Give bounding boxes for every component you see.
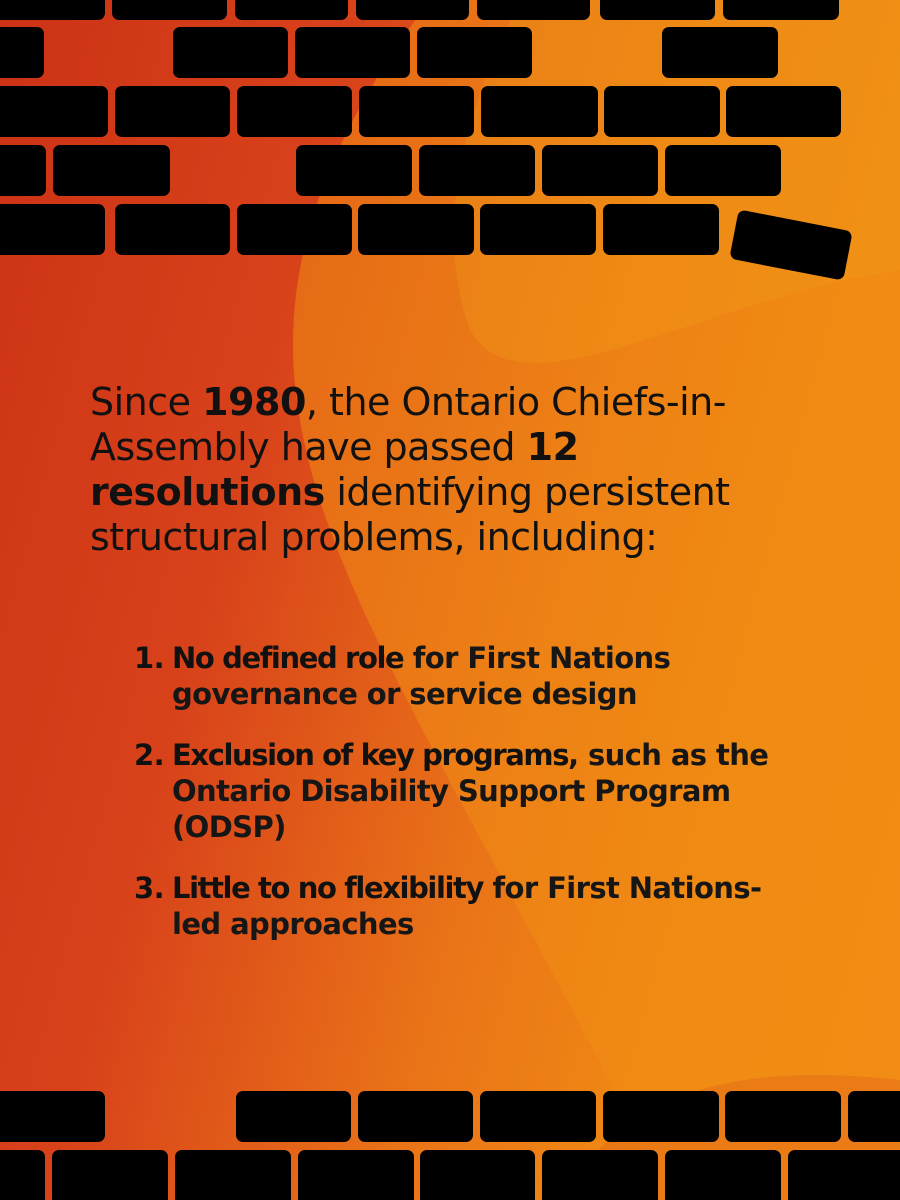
headline-intro: Since [90, 380, 203, 424]
headline-end: identifying persistent structural problems, including: [90, 470, 730, 559]
list-number: 3. [134, 871, 164, 905]
list-item-text: , such as the Ontario Disability Support Program (ODSP) [172, 738, 769, 844]
list-item [134, 870, 774, 942]
headline-resolution-count: 12 resolutions [90, 425, 579, 514]
list-item-text: for First Nations governance or service design [172, 641, 671, 711]
list-number: 1. [134, 641, 164, 675]
list-item-lead: Little to no flexibility [172, 871, 484, 905]
list-item [134, 640, 774, 712]
list-item-lead: No defined role [172, 641, 404, 675]
list-item [134, 737, 774, 845]
list-item-text: for First Nations-led approaches [172, 871, 762, 941]
list-item-lead: Exclusion of key programs [172, 738, 569, 772]
list-number: 2. [134, 738, 164, 772]
problem-list [134, 640, 774, 967]
headline [90, 380, 810, 560]
headline-middle: , the Ontario Chiefs-in-Assembly have passed [90, 380, 726, 469]
headline-year: 1980 [202, 380, 306, 424]
